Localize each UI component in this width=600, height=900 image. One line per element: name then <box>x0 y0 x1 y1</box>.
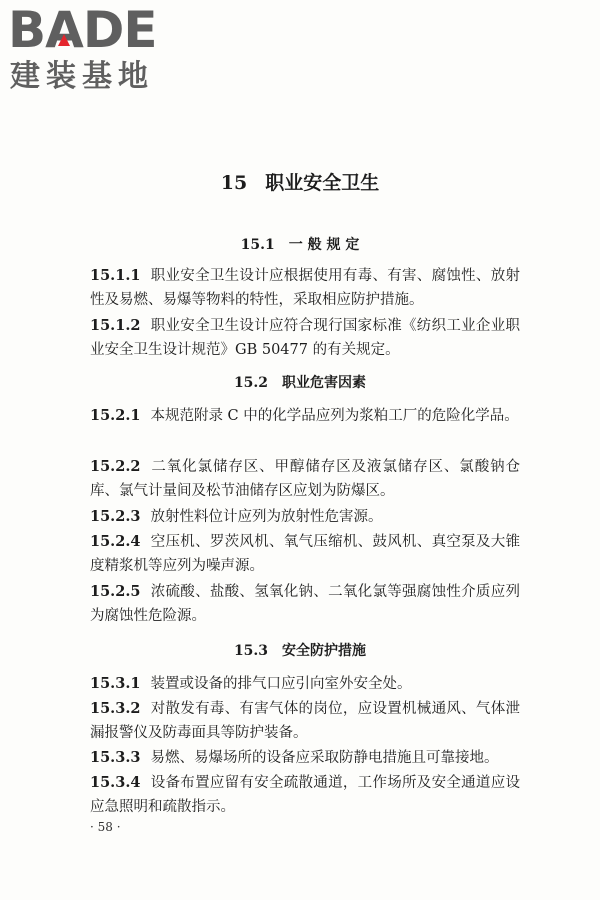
section-title: 一 般 规 定 <box>288 237 360 253</box>
clause <box>90 264 520 312</box>
clause-text: 浓硫酸、盐酸、氢氧化钠、二氧化氯等强腐蚀性介质应列为腐蚀性危险源。 <box>90 584 520 624</box>
clause-number: 15.1.1 <box>90 267 141 284</box>
clause <box>90 580 520 628</box>
clause-number: 15.2.2 <box>90 458 141 475</box>
clause-text: 职业安全卫生设计应符合现行国家标准《纺织工业企业职业安全卫生设计规范》GB 50477 的有关规定。 <box>90 318 520 358</box>
section-number: 15.1 <box>240 237 275 253</box>
clause-text: 装置或设备的排气口应引向室外安全处。 <box>150 676 412 692</box>
clause <box>90 746 520 770</box>
clause-number: 15.2.3 <box>90 508 141 525</box>
clause <box>90 404 520 428</box>
clause-number: 15.3.3 <box>90 749 141 766</box>
logo-subtitle: 建装基地 <box>10 59 154 94</box>
logo-a-letter: A <box>45 1 83 59</box>
page-number: · 58 · <box>90 820 121 834</box>
clause <box>90 314 520 362</box>
clause-text: 空压机、罗茨风机、氧气压缩机、鼓风机、真空泵及大锥度精浆机等应列为噪声源。 <box>90 534 520 574</box>
section-title: 职业危害因素 <box>282 375 367 391</box>
clause <box>90 672 520 696</box>
section-number: 15.3 <box>233 643 269 659</box>
clause-number: 15.2.5 <box>90 583 141 600</box>
clause <box>90 455 520 503</box>
clause-text: 放射性料位计应列为放射性危害源。 <box>150 509 383 525</box>
bade-logo <box>8 1 178 100</box>
clause-text: 对散发有毒、有害气体的岗位，应设置机械通风、气体泄漏报警仪及防毒面具等防护装备。 <box>90 701 520 741</box>
clause-text: 本规范附录 C 中的化学品应列为浆粕工厂的危险化学品。 <box>150 408 519 424</box>
clause-text: 易燃、易爆场所的设备应采取防静电措施且可靠接地。 <box>150 750 499 766</box>
clause-number: 15.1.2 <box>90 317 141 334</box>
logo-wordmark: BADE <box>8 1 157 59</box>
section-heading <box>0 234 600 254</box>
clause <box>90 530 520 578</box>
clause-text: 职业安全卫生设计应根据使用有毒、有害、腐蚀性、放射性及易燃、易爆等物料的特性，采取相应防护措施。 <box>90 268 520 308</box>
section-heading <box>0 372 600 392</box>
clause-number: 15.3.4 <box>90 774 141 791</box>
clause-number: 15.3.1 <box>90 675 141 692</box>
section-number: 15.2 <box>233 375 269 391</box>
clause-text: 二氧化氯储存区、甲醇储存区及液氯储存区、氯酸钠仓库、氯气计量间及松节油储存区应划为防爆区。 <box>90 459 520 499</box>
clause-text: 设备布置应留有安全疏散通道，工作场所及安全通道应设应急照明和疏散指示。 <box>90 775 520 815</box>
clause <box>90 697 520 745</box>
chapter-number: 15 <box>220 172 248 194</box>
clause-number: 15.3.2 <box>90 700 141 717</box>
clause-number: 15.2.4 <box>90 533 141 550</box>
clause <box>90 771 520 819</box>
chapter-title-text: 职业安全卫生 <box>265 172 380 194</box>
clause <box>90 505 520 529</box>
section-title: 安全防护措施 <box>282 643 367 659</box>
section-heading <box>0 640 600 660</box>
chapter-title <box>0 168 600 195</box>
clause-number: 15.2.1 <box>90 407 141 424</box>
